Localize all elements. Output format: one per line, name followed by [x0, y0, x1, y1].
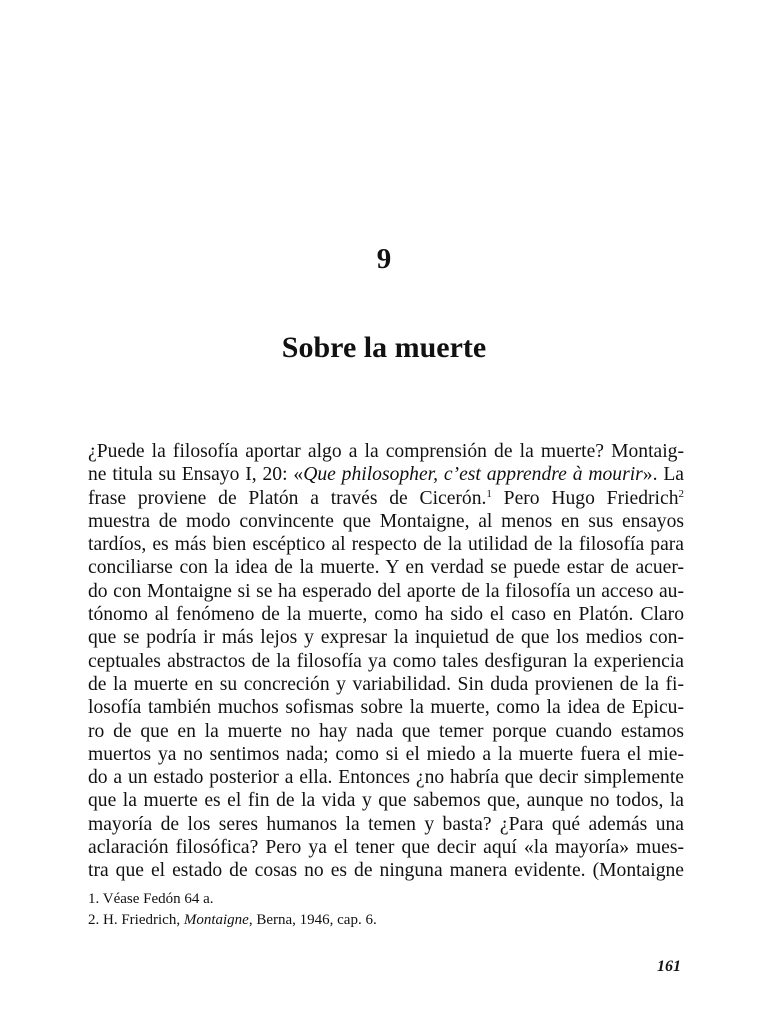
body-line: de la muerte en su concreción y variabilidad. Sin duda provienen de la fi- — [88, 673, 684, 695]
body-line: muertos ya no sentimos nada; como si el miedo a la muerte fuera el mie- — [88, 743, 684, 765]
footnote-marker: 2. — [88, 912, 100, 928]
body-line: tra que el estado de cosas no es de ninguna manera evidente. (Montaigne — [88, 860, 684, 882]
footnote-text: Véase Fedón 64 a. — [102, 891, 214, 907]
book-title-italic: Montaigne — [183, 912, 249, 928]
body-line: que se podría ir más lejos y expresar la inquietud de que los medios con- — [88, 627, 684, 649]
body-line: tónomo al fenómeno de la muerte, como ha sido el caso en Platón. Claro — [88, 604, 684, 626]
page-number: 161 — [657, 958, 681, 975]
body-line: do a un estado posterior a ella. Entonces ¿no habría que decir simplemente — [88, 767, 684, 789]
footnote-2 — [88, 910, 588, 931]
body-text — [88, 440, 684, 883]
body-line: frase proviene de Platón a través de Cicerón.$^1$ Pero Hugo Friedrich$^2$ — [88, 487, 684, 509]
footnote-text: H. Friedrich, Montaigne, Berna, 1946, cap. 6. — [103, 912, 377, 928]
footnote-1 — [88, 889, 588, 910]
body-line: losofía también muchos sofismas sobre la muerte, como la idea de Epicu- — [88, 697, 684, 719]
chapter-title: Sobre la muerte — [281, 331, 487, 364]
footnote-marker: 1. — [88, 891, 100, 907]
body-line: muestra de modo convincente que Montaigne, al menos en sus ensayos — [88, 510, 684, 532]
body-line: aclaración filosófica? Pero ya el tener que decir aquí «la mayoría» mues- — [88, 837, 684, 859]
chapter-number: 9 — [376, 243, 392, 275]
body-line: ne titula su Ensayo I, 20: «Que philosopher, c’est apprendre à mourir». La — [88, 464, 685, 486]
body-line: mayoría de los seres humanos la temen y basta? ¿Para qué además una — [88, 813, 684, 835]
body-line: que la muerte es el fin de la vida y que sabemos que, aunque no todos, la — [88, 790, 684, 812]
essay-title-italic: Que philosopher, c’est apprendre à mourir — [303, 464, 643, 486]
body-line: ceptuales abstractos de la filosofía ya como tales desfiguran la experiencia — [88, 650, 684, 672]
footnote-ref-1[interactable]: 1 — [486, 487, 492, 500]
footnote-ref-2[interactable]: 2 — [678, 487, 684, 500]
body-line: ro de que en la muerte no hay nada que temer porque cuando estamos — [88, 720, 684, 742]
footnotes — [88, 889, 588, 931]
body-line: conciliarse con la idea de la muerte. Y en verdad se puede estar de acuer- — [88, 557, 684, 579]
body-line: tardíos, es más bien escéptico al respecto de la utilidad de la filosofía para — [88, 534, 684, 556]
body-line: ¿Puede la filosofía aportar algo a la comprensión de la muerte? Montaig- — [88, 441, 684, 462]
body-line: do con Montaigne si se ha esperado del aporte de la filosofía un acceso au- — [88, 580, 684, 602]
